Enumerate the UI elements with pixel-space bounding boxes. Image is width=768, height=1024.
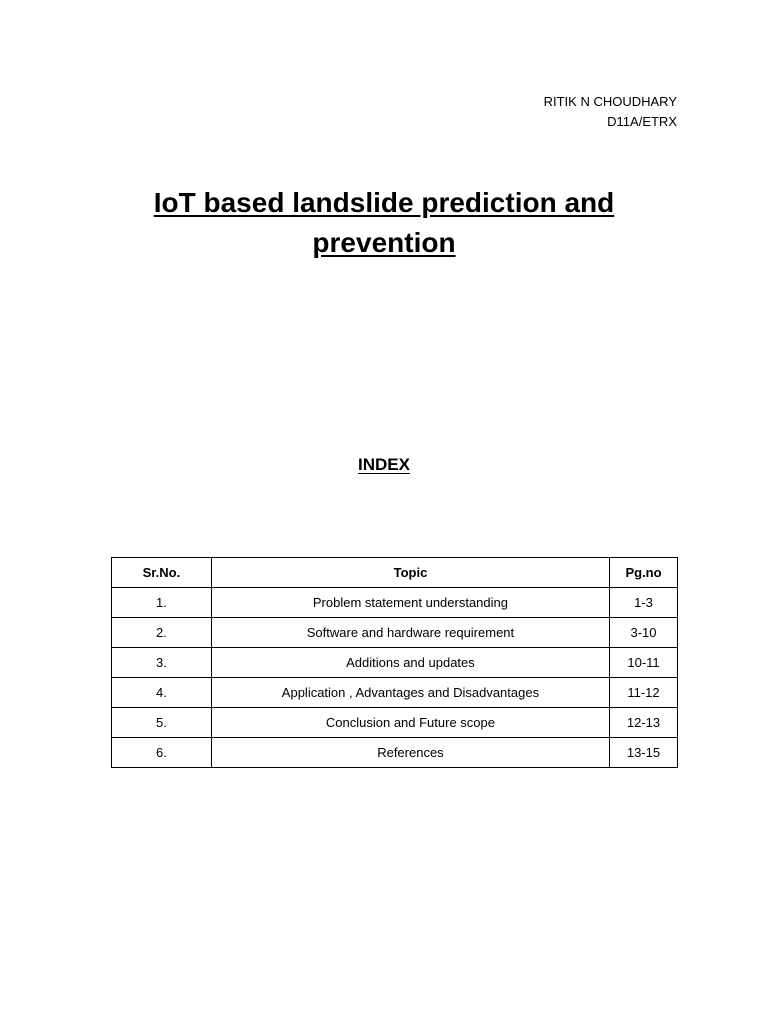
column-header-page-no: Pg.no [610, 558, 678, 588]
author-block [544, 92, 677, 132]
row-sr-no: 2. [112, 618, 212, 648]
table-row [112, 708, 678, 738]
row-pages: 1-3 [610, 588, 678, 618]
row-sr-no: 6. [112, 738, 212, 768]
index-heading-text: INDEX [358, 455, 410, 474]
row-sr-no: 5. [112, 708, 212, 738]
table-row [112, 678, 678, 708]
document-title [0, 183, 768, 263]
title-line-1: IoT based landslide prediction and [153, 187, 615, 218]
row-pages: 10-11 [610, 648, 678, 678]
row-sr-no: 3. [112, 648, 212, 678]
row-pages: 11-12 [610, 678, 678, 708]
row-topic: References [211, 738, 609, 768]
row-sr-no: 4. [112, 678, 212, 708]
row-topic: Application , Advantages and Disadvantages [211, 678, 609, 708]
table-row [112, 738, 678, 768]
title-line-2: prevention [312, 227, 456, 258]
table-row [112, 648, 678, 678]
row-pages: 13-15 [610, 738, 678, 768]
author-name: RITIK N CHOUDHARY [543, 94, 677, 109]
row-pages: 12-13 [610, 708, 678, 738]
row-sr-no: 1. [112, 588, 212, 618]
column-header-sr-no: Sr.No. [112, 558, 212, 588]
index-heading [0, 453, 768, 477]
author-class: D11A/ETRX [607, 114, 677, 129]
index-table [111, 557, 678, 768]
column-header-topic: Topic [211, 558, 609, 588]
row-topic: Problem statement understanding [211, 588, 609, 618]
row-pages: 3-10 [610, 618, 678, 648]
row-topic: Software and hardware requirement [211, 618, 609, 648]
table-row [112, 588, 678, 618]
table-header-row [112, 558, 678, 588]
table-row [112, 618, 678, 648]
row-topic: Additions and updates [211, 648, 609, 678]
row-topic: Conclusion and Future scope [211, 708, 609, 738]
